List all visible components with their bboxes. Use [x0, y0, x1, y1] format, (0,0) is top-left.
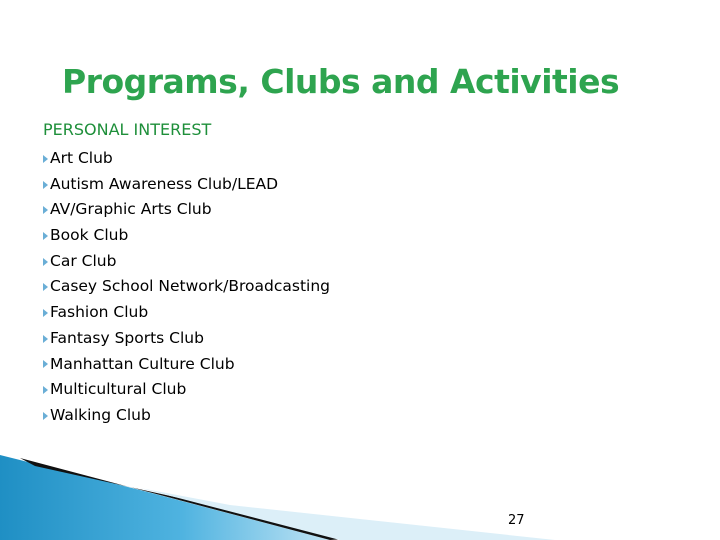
list-item — [43, 249, 330, 275]
list-item-label: Casey School Network/Broadcasting — [50, 277, 330, 296]
triangle-right-icon — [43, 155, 48, 163]
list-item — [43, 274, 330, 300]
list-item-label: Walking Club — [50, 405, 151, 424]
list-item — [43, 197, 330, 223]
decorative-swoosh — [0, 450, 560, 540]
list-item-label: Fashion Club — [50, 303, 149, 322]
list-item — [43, 172, 330, 198]
triangle-right-icon — [43, 206, 48, 214]
list-item-label: Multicultural Club — [50, 380, 187, 399]
list-item-label: Autism Awareness Club/LEAD — [50, 174, 279, 193]
list-item — [43, 403, 330, 429]
triangle-right-icon — [43, 258, 48, 266]
club-list — [43, 146, 330, 429]
list-item — [43, 326, 330, 352]
list-item-label: AV/Graphic Arts Club — [50, 200, 212, 219]
list-item-label: Book Club — [50, 226, 129, 245]
list-item-label: Manhattan Culture Club — [50, 354, 235, 373]
triangle-right-icon — [43, 360, 48, 368]
triangle-right-icon — [43, 412, 48, 420]
triangle-right-icon — [43, 309, 48, 317]
list-item-label: Fantasy Sports Club — [50, 328, 204, 347]
list-item — [43, 146, 330, 172]
section-heading: PERSONAL INTEREST — [43, 120, 212, 139]
list-item — [43, 352, 330, 378]
list-item — [43, 300, 330, 326]
list-item — [43, 223, 330, 249]
list-item — [43, 377, 330, 403]
triangle-right-icon — [43, 335, 48, 343]
triangle-right-icon — [43, 283, 48, 291]
list-item-label: Art Club — [50, 149, 113, 167]
slide-title: Programs, Clubs and Activities — [62, 62, 620, 101]
triangle-right-icon — [43, 386, 48, 394]
triangle-right-icon — [43, 181, 48, 189]
list-item-label: Car Club — [50, 251, 117, 270]
page-number: 27 — [508, 513, 525, 528]
triangle-right-icon — [43, 232, 48, 240]
